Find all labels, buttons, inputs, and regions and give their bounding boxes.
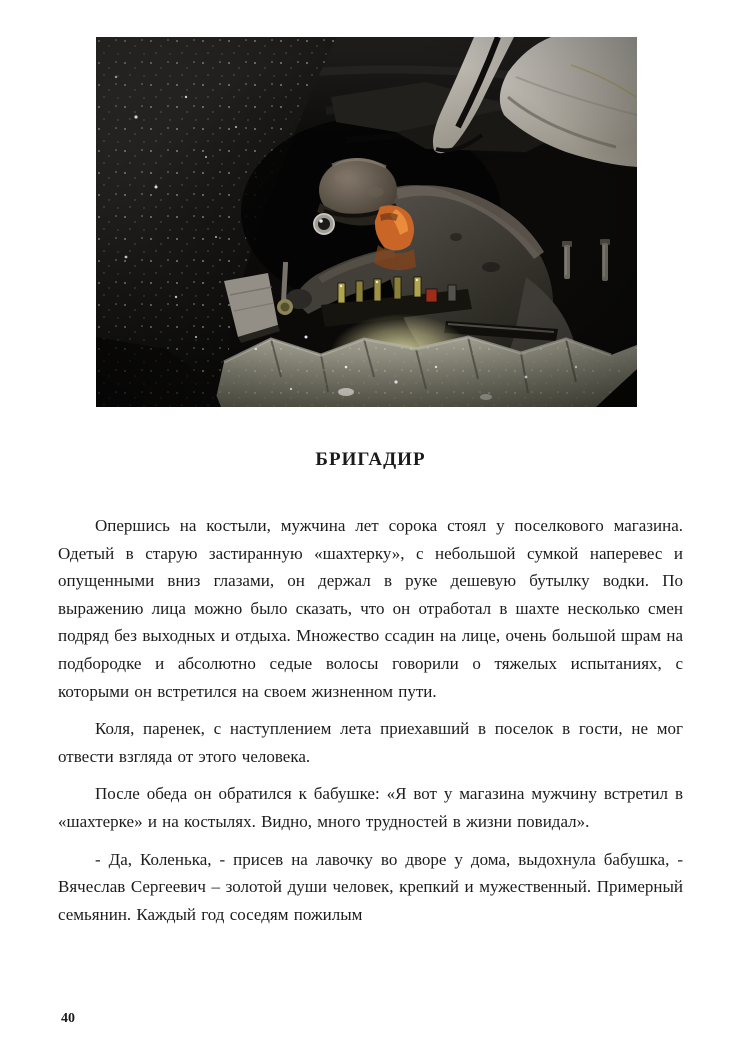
mine-photo-illustration [96,37,637,407]
article-body [58,512,683,938]
page-number: 40 [61,1011,75,1026]
paragraph: Опершись на костыли, мужчина лет сорока стоял у поселкового магазина. Одетый в старую застиранную «шахтерку», с небольшой сумкой наперевес и опущенными вниз глазами, он держал в руке дешевую бутылку водки. По выражению лица можно было сказать, что он отработал в шахте несколько смен подряд без выходных и отдыха. Множество ссадин на лице, очень большой шрам на подбородке и абсолютно седые волосы говорили о тяжелых испытаниях, с которыми он встретился на своем жизненном пути. [58,516,683,701]
paragraph: Коля, паренек, с наступлением лета приехавший в поселок в гости, не мог отвести взгляда от этого человека. [58,719,683,766]
chapter-title: БРИГАДИР [315,449,426,470]
mine-photo [96,37,637,407]
paragraph: - Да, Коленька, - присев на лавочку во дворе у дома, выдохнула бабушка, - Вячеслав Сергеевич – золотой души человек, крепкий и мужественный. Примерный семьянин. Каждый год соседям пожилым [58,849,683,924]
paragraph: После обеда он обратился к бабушке: «Я вот у магазина мужчину встретил в «шахтерке» и на костылях. Видно, много трудностей в жизни повидал». [58,784,683,831]
